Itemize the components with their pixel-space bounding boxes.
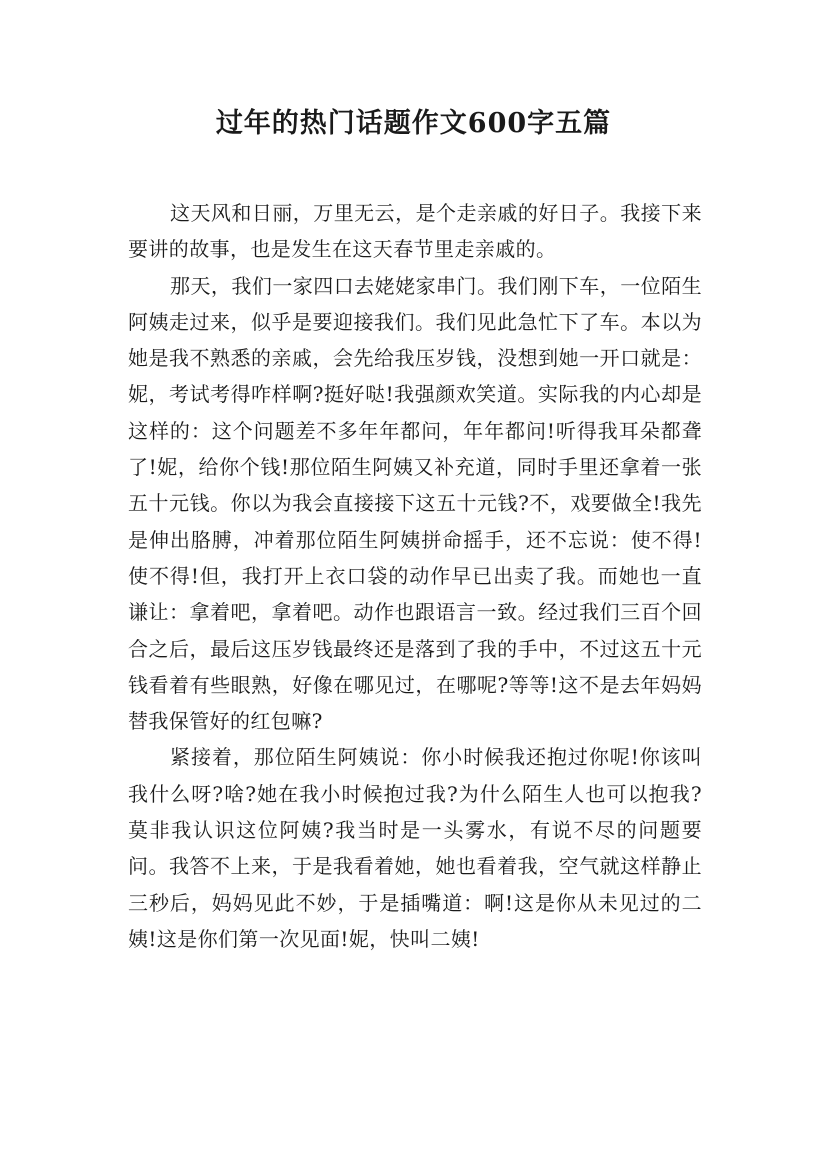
document-title: 过年的热门话题作文600字五篇 [215, 108, 612, 139]
paragraph-2: 那天，我们一家四口去姥姥家串门。我们刚下车，一位陌生阿姨走过来，似乎是要迎接我们。我们见此急忙下了车。本以为她是我不熟悉的亲戚，会先给我压岁钱，没想到她一开口就是：妮，考试考得咋样啊?挺好哒!我强颜欢笑道。实际我的内心却是这样的：这个问题差不多年年都问，年年都问!听得我耳朵都聋了!妮，给你个钱!那位陌生阿姨又补充道，同时手里还拿着一张五十元钱。你以为我会直接接下这五十元钱?不，戏要做全!我先是伸出胳膊，冲着那位陌生阿姨拼命摇手，还不忘说：使不得!使不得!但，我打开上衣口袋的动作早已出卖了我。而她也一直谦让：拿着吧，拿着吧。动作也跟语言一致。经过我们三百个回合之后，最后这压岁钱最终还是落到了我的手中，不过这五十元钱看着有些眼熟，好像在哪见过，在哪呢?等等!这不是去年妈妈替我保管好的红包嘛? [128, 273, 702, 734]
paragraph-3: 紧接着，那位陌生阿姨说：你小时候我还抱过你呢!你该叫我什么呀?啥?她在我小时候抱过我?为什么陌生人也可以抱我?莫非我认识这位阿姨?我当时是一头雾水，有说不尽的问题要问。我答不上来，于是我看着她，她也看着我，空气就这样静止三秒后，妈妈见此不妙，于是插嘴道：啊!这是你从未见过的二姨!这是你们第一次见面!妮，快叫二姨! [128, 745, 702, 951]
paragraph-1: 这天风和日丽，万里无云，是个走亲戚的好日子。我接下来要讲的故事，也是发生在这天春节里走亲戚的。 [128, 201, 702, 262]
document-body [128, 195, 702, 957]
